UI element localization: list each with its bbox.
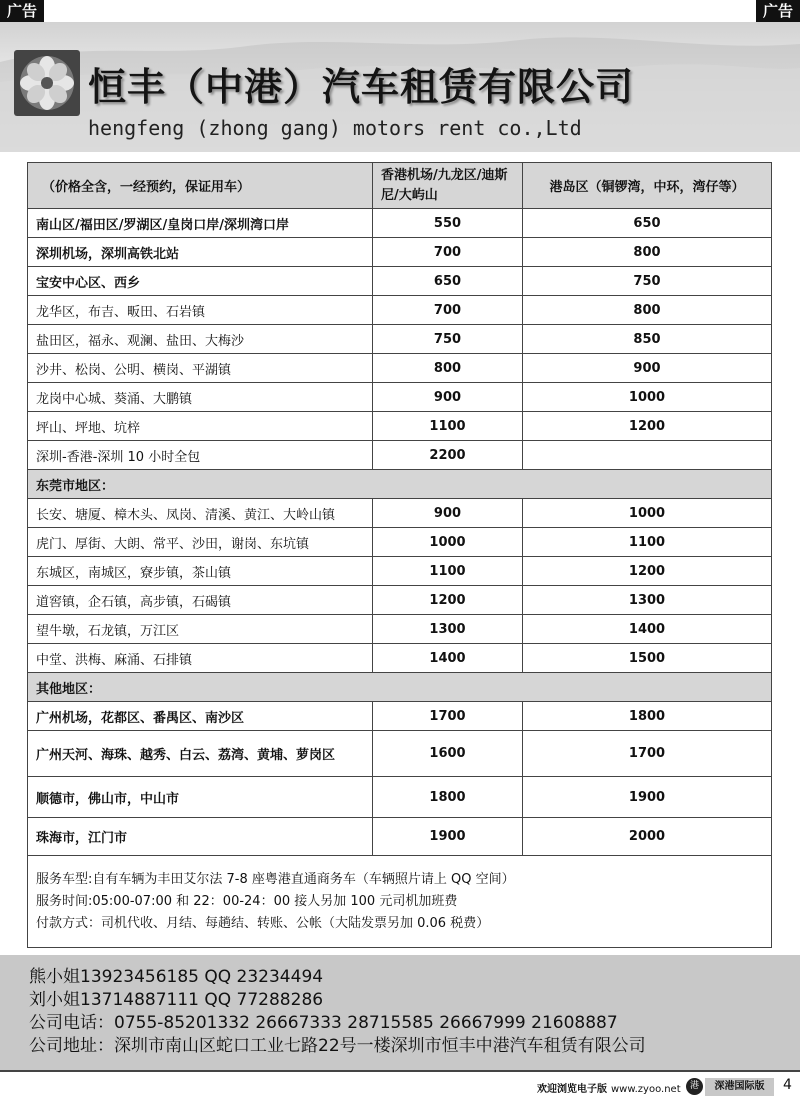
price-hk-island: 650: [523, 209, 772, 238]
price-hk-airport: 700: [373, 238, 523, 267]
route-cell: 龙岗中心城、葵涌、大鹏镇: [28, 383, 373, 412]
table-row: [28, 267, 772, 296]
price-table: [27, 162, 772, 948]
header-hk-airport: 香港机场/九龙区/迪斯尼/大屿山: [373, 163, 523, 209]
table-row: [28, 412, 772, 441]
table-row: [28, 354, 772, 383]
route-cell: 宝安中心区、西乡: [28, 267, 373, 296]
footer-divider: [0, 1070, 800, 1072]
footer-site-link[interactable]: www.zyoo.net: [611, 1084, 681, 1095]
company-logo-icon: [14, 50, 80, 116]
company-address: 公司地址：深圳市南山区蛇口工业七路22号一楼深圳市恒丰中港汽车租赁有限公司: [29, 1036, 646, 1056]
price-hk-island: 850: [523, 325, 772, 354]
company-phone: 公司电话：0755-85201332 26667333 28715585 26667999 21608887: [29, 1013, 618, 1033]
price-hk-island: 1700: [523, 731, 772, 777]
route-cell: 望牛墩，石龙镇，万江区: [28, 615, 373, 644]
table-row: [28, 586, 772, 615]
table-row: [28, 557, 772, 586]
route-cell: 顺德市，佛山市，中山市: [28, 777, 373, 818]
price-hk-island: 1200: [523, 412, 772, 441]
service-notes: [28, 856, 772, 948]
price-hk-airport: 750: [373, 325, 523, 354]
price-hk-airport: 700: [373, 296, 523, 325]
route-cell: 东城区，南城区，寮步镇，茶山镇: [28, 557, 373, 586]
header-hk-island: 港岛区（铜锣湾，中环，湾仔等）: [523, 163, 772, 209]
table-row: [28, 528, 772, 557]
table-header-row: [28, 163, 772, 209]
price-hk-airport: 2200: [373, 441, 523, 470]
price-hk-island: 1200: [523, 557, 772, 586]
route-cell: 龙华区，布吉、畈田、石岩镇: [28, 296, 373, 325]
price-hk-island: 1100: [523, 528, 772, 557]
price-hk-island: 1900: [523, 777, 772, 818]
price-hk-airport: 800: [373, 354, 523, 383]
price-hk-airport: 900: [373, 499, 523, 528]
section-dongguan: [28, 470, 772, 499]
header-conditions: （价格全含，一经预约，保证用车）: [28, 163, 373, 209]
section-dongguan-label: 东莞市地区：: [28, 470, 772, 499]
ad-label-left: 广告: [0, 0, 44, 22]
edition-badge-icon: 港: [686, 1078, 703, 1095]
route-cell: 虎门、厚街、大朗、常平、沙田，谢岗、东坑镇: [28, 528, 373, 557]
table-row: [28, 296, 772, 325]
table-row: [28, 818, 772, 856]
table-row: [28, 325, 772, 354]
price-hk-island: 750: [523, 267, 772, 296]
route-cell: 道窖镇，企石镇，高步镇，石碣镇: [28, 586, 373, 615]
route-cell: 广州机场，花都区、番禺区、南沙区: [28, 702, 373, 731]
ad-label-right: 广告: [756, 0, 800, 22]
table-row: [28, 383, 772, 412]
route-cell: 广州天河、海珠、越秀、白云、荔湾、黄埔、萝岗区: [28, 731, 373, 777]
price-hk-airport: 1900: [373, 818, 523, 856]
price-hk-island: 1300: [523, 586, 772, 615]
contact-liu: 刘小姐13714887111 QQ 77288286: [29, 990, 324, 1010]
price-hk-airport: 550: [373, 209, 523, 238]
price-hk-airport: 1400: [373, 644, 523, 673]
route-cell: 沙井、松岗、公明、横岗、平湖镇: [28, 354, 373, 383]
table-row: [28, 441, 772, 470]
price-hk-island: 2000: [523, 818, 772, 856]
page-number: 4: [783, 1077, 792, 1093]
price-hk-airport: 1300: [373, 615, 523, 644]
route-cell: 深圳-香港-深圳 10 小时全包: [28, 441, 373, 470]
price-hk-airport: 650: [373, 267, 523, 296]
page-footer: [0, 1070, 800, 1100]
price-hk-island: 1500: [523, 644, 772, 673]
section-other-label: 其他地区：: [28, 673, 772, 702]
price-hk-island: [523, 441, 772, 470]
note-payment: 付款方式：司机代收、月结、每趟结、转账、公帐（大陆发票另加 0.06 税费）: [36, 915, 490, 931]
price-hk-island: 1000: [523, 383, 772, 412]
company-name-cn: 恒丰（中港）汽车租赁有限公司: [88, 64, 635, 109]
price-hk-island: 1000: [523, 499, 772, 528]
route-cell: 盐田区，福永、观澜、盐田、大梅沙: [28, 325, 373, 354]
table-row: [28, 777, 772, 818]
table-row: [28, 615, 772, 644]
route-cell: 南山区/福田区/罗湖区/皇岗口岸/深圳湾口岸: [28, 209, 373, 238]
table-row: [28, 731, 772, 777]
table-row: [28, 644, 772, 673]
note-vehicle: 服务车型:自有车辆为丰田艾尔法 7-8 座粤港直通商务车（车辆照片请上 QQ 空间）: [36, 871, 515, 887]
price-hk-island: 800: [523, 296, 772, 325]
section-other: [28, 673, 772, 702]
service-notes-row: [28, 856, 772, 948]
table-row: [28, 499, 772, 528]
company-header: [0, 22, 800, 152]
price-hk-island: 800: [523, 238, 772, 267]
route-cell: 深圳机场，深圳高铁北站: [28, 238, 373, 267]
table-row: [28, 209, 772, 238]
table-row: [28, 238, 772, 267]
contact-block: [0, 955, 800, 1070]
edition-label: 深港国际版: [705, 1078, 774, 1096]
footer-welcome: [537, 1080, 681, 1095]
route-cell: 坪山、坪地、坑梓: [28, 412, 373, 441]
route-cell: 长安、塘厦、樟木头、凤岗、清溪、黄江、大岭山镇: [28, 499, 373, 528]
price-hk-airport: 1600: [373, 731, 523, 777]
price-hk-airport: 1800: [373, 777, 523, 818]
company-name-en: hengfeng (zhong gang) motors rent co.,Ltd: [88, 116, 582, 140]
price-hk-island: 900: [523, 354, 772, 383]
contact-xiong: 熊小姐13923456185 QQ 23234494: [29, 967, 324, 987]
price-hk-island: 1400: [523, 615, 772, 644]
price-hk-airport: 1700: [373, 702, 523, 731]
note-hours: 服务时间:05:00-07:00 和 22：00-24：00 接人另加 100 元司机加班费: [36, 893, 458, 909]
price-hk-airport: 1100: [373, 557, 523, 586]
price-hk-airport: 1100: [373, 412, 523, 441]
price-hk-airport: 1200: [373, 586, 523, 615]
price-hk-airport: 900: [373, 383, 523, 412]
price-hk-island: 1800: [523, 702, 772, 731]
table-row: [28, 702, 772, 731]
price-hk-airport: 1000: [373, 528, 523, 557]
footer-welcome-text: 欢迎浏览电子版: [537, 1084, 607, 1095]
route-cell: 珠海市，江门市: [28, 818, 373, 856]
route-cell: 中堂、洪梅、麻涌、石排镇: [28, 644, 373, 673]
